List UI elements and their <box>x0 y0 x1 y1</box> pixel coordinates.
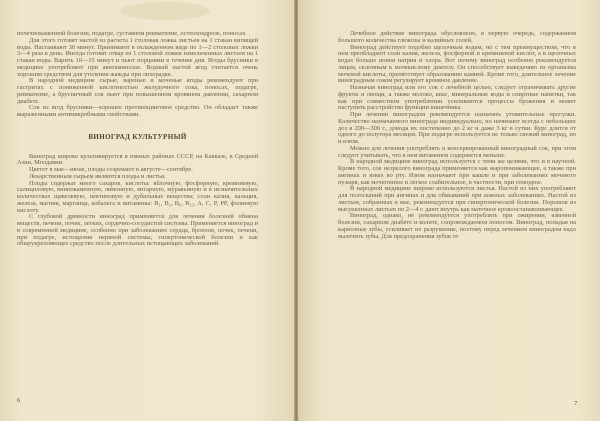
paragraph: В народной медицине виноград используется с теми же целями, что и в научной. Кроме того, сок незрелого винограда применяется как жаропонижающее, а также при ангинах и язвах во рту. Изюм назначают при кашле и при заболеваниях мочевого пузыря, как мочегонное и легкое слабительное, в частности, при геморрое. <box>338 158 576 186</box>
right-page-text <box>338 31 576 240</box>
paragraph: Для этого готовят настой из расчета 1 столовая ложка листьев на 1 стакан кипящей воды. Настаивают 30 минут. Принимают в охлажденном виде по 1—2 столовых ложки 3—4 раза в день. Иногда готовят отвар из 1 столовой ложки измельченных листьев на 1 стакан воды. Варить 10—15 минут и пьют порциями в течение дня. Ягоды брусники в медицине употребляют при авитаминозах. Водный настой ягод считается очень хорошим средством для утоления жажды при лихорадке. <box>17 36 258 78</box>
paragraph: Плоды содержат много сахаров, кислоты: яблочную, фосфорную, кремниевую, салициловую, виннокаменную, лимонную, янтарную, муравьиную и в незначительных количествах щавелевую, пектиновую и дубильные вещества; соли калия, кальция, железа, магния, марганца, кобальта и витамины: B₁, B₂, B₆, B₁₅, A, C, P, PP, фолиевую кислоту. <box>17 179 258 214</box>
page-number: 7 <box>574 400 578 407</box>
paragraph: Цветет в мае—июне, плоды созревают в августе—сентябре. <box>29 166 193 173</box>
paragraph: Можно для лечения употреблять и консервированный виноградный сок, при этом следует учитывать, что в нем витаминов содержится меньше. <box>338 144 576 159</box>
section-heading: ВИНОГРАД КУЛЬТУРНЫЙ <box>88 132 187 141</box>
paragraph: Сок из ягод брусники—хорошее противоцинговое средство. Он обладает также выраженными антимикробными свойствами. <box>17 104 258 118</box>
paragraph: В народной медицине сырые, вареные и моченые ягоды рекомендуют при гастритах с пониженной кислотностью желудочного сока, поносах, подагре, ревматизме, а брусничный сок пьют при повышенном кровяном давлении, сахарном диабете. <box>17 77 258 105</box>
paragraph: При лечении виноградом рекомендуется назначать утомительные прогулки. Количество назначаемого винограда индивидуально, но начинают всегда с небольших доз в 200—300 г., доводя их постепенно до 2 кг и даже 3 кг в сутки. Курс длится от одного до полутора месяцев. При подагре используется не только свежий виноград, но и изюм. <box>338 111 576 145</box>
paragraph: Назначая виноград или его сок с лечебной целью, следует ограничивать другие фрукты и овощи, а также молоко, квас, минеральные воды и спиртные напитки, так как при совместном употреблении усиливаются процессы брожения и может наступить расстройство функции кишечника. <box>338 84 576 112</box>
paragraph: В народной медицине широко используются листья. Настой из них употребляют для полосканий при ангинах и для обмываний при кожных заболеваниях. Настой из листьев, собранных в мае, рекомендуется при гипертонической болезни. Порошок из высушенных листьев по 2—4 г. дают внутрь как маточное кровоостанавливающее. <box>338 185 576 213</box>
paragraph: Лекарственным сырьем являются плоды и листья. <box>29 172 166 180</box>
paragraph: почечнокаменной болезни, подагре, суставном ревматизме, остеохондрозе, поносах. <box>17 30 247 37</box>
paragraph: С глубокой древности виноград применяется для лечения болезней обмена веществ, печени, почек, легких, сердечно-сосудистой системы. Применяется виноград и в современной медицине, особенно при заболеваниях сердца, бронхов, почек, печени, при подагре, истощении нервной системы, гипертонической болезни и как общеукрепляющее средство после длительных истощающих заболеваний. <box>17 213 258 248</box>
paragraph: Виноград действует подобно щелочным водам, но с тем преимуществом, что в нем преобладают соли калия, железа, фосфорной и кремниевой кислот, а в щелочных водах больше ионов натрия и хлора. Вот почему виноград особенно рекомендуется лицам, склонным к мочекислому диатезу. Он способствует выведению из организма мочевой кислоты, препятствует образованию камней. Кроме того, длительное лечение виноградным соком регулирует кровяное давление. <box>338 43 576 85</box>
paragraph: Виноград широко культивируется в южных районах СССР, на Кавказе, в Средней Азии, Молдавии. <box>17 152 258 167</box>
right-page <box>298 0 600 421</box>
page-number: 6 <box>17 397 21 404</box>
paragraph: Виноград, однако, не рекомендуется употреблять при ожирении, язвенной болезни, сахарном диабете и колите, сопровождаемом поносом. Виноград, попадая на кариозные зубы, усиливает их разрушение, поэтому перед лечением виноградом надо вылечить зубы. Для предохранения зубов от <box>338 212 576 240</box>
paragraph: Лечебное действие винограда обусловлено, в первую очередь, содержанием большого количества глюкозы и калийных солей. <box>338 30 576 44</box>
paper-stain <box>120 2 210 20</box>
left-page <box>0 0 296 421</box>
left-page-text <box>17 31 258 248</box>
